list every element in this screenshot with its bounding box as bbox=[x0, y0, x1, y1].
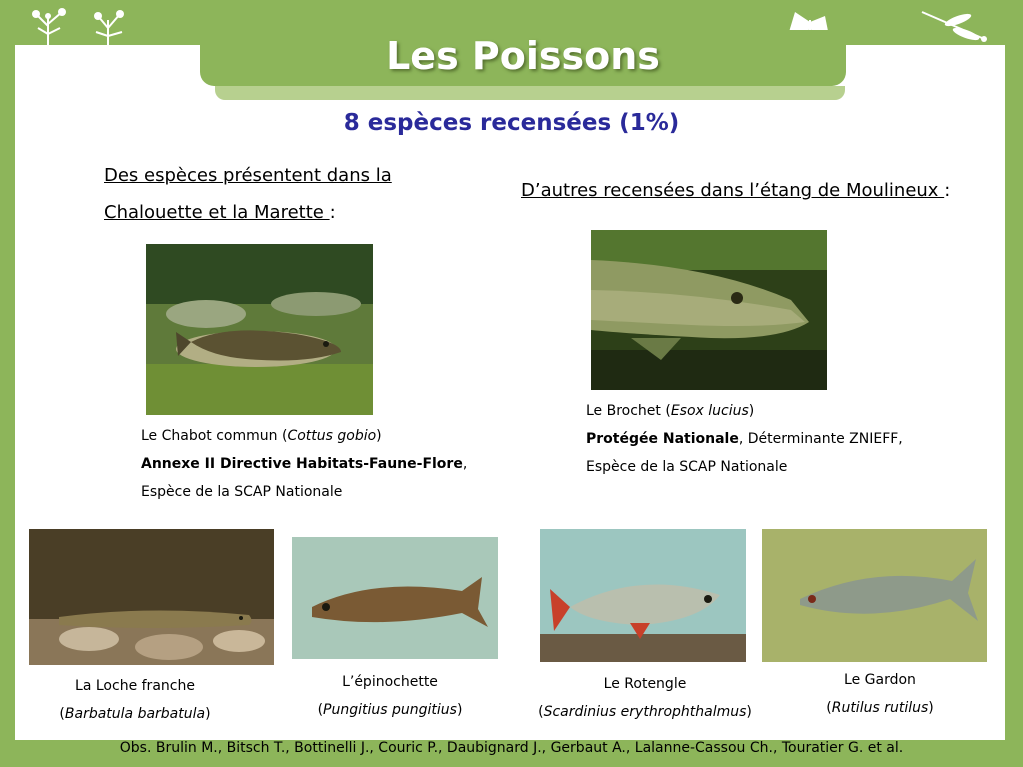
epinochette-photo bbox=[292, 537, 498, 659]
brochet-scap: Espèce de la SCAP Nationale bbox=[586, 459, 788, 475]
observers-footer: Obs. Brulin M., Bitsch T., Bottinelli J., Couric P., Daubignard J., Gerbaut A., Lalanne-Cassou Ch., Touratier G. et al. bbox=[119, 740, 904, 756]
chabot-status-suffix: , bbox=[462, 456, 468, 472]
brochet-name: Le Brochet ( bbox=[586, 403, 671, 419]
page-title: Les Poissons bbox=[386, 34, 660, 78]
paren: ) bbox=[746, 704, 752, 720]
chabot-caption bbox=[141, 422, 501, 506]
loche-latin: Barbatula barbatula bbox=[64, 706, 206, 722]
title-band-shadow bbox=[215, 86, 845, 100]
paren: ( bbox=[317, 702, 324, 718]
right-heading-colon: : bbox=[944, 180, 951, 201]
chabot-scap: Espèce de la SCAP Nationale bbox=[141, 484, 343, 500]
species-count-subtitle: 8 espèces recensées (1%) bbox=[343, 110, 680, 136]
rotengle-caption bbox=[520, 670, 770, 726]
brochet-caption bbox=[586, 397, 986, 481]
rotengle-name: Le Rotengle bbox=[603, 676, 687, 692]
gardon-name: Le Gardon bbox=[844, 672, 916, 688]
paren: ( bbox=[826, 700, 832, 716]
chabot-status: Annexe II Directive Habitats-Faune-Flore bbox=[141, 456, 463, 472]
epinochette-caption bbox=[285, 668, 495, 724]
plant-silhouette-icon bbox=[28, 6, 138, 50]
chabot-latin: Cottus gobio bbox=[287, 428, 377, 444]
loche-name: La Loche franche bbox=[75, 678, 195, 694]
brochet-photo bbox=[591, 230, 827, 390]
rotengle-photo bbox=[540, 529, 746, 662]
paren: ( bbox=[538, 704, 544, 720]
chabot-close: ) bbox=[376, 428, 382, 444]
brochet-status: Protégée Nationale bbox=[586, 431, 739, 447]
loche-photo bbox=[29, 529, 274, 665]
epinochette-name: L’épinochette bbox=[342, 674, 438, 690]
paren: ) bbox=[928, 700, 934, 716]
left-heading-line2: Chalouette et la Marette bbox=[104, 202, 330, 223]
brochet-close: ) bbox=[748, 403, 755, 419]
left-heading bbox=[104, 157, 484, 231]
left-heading-line1: Des espèces présentent dans la bbox=[104, 165, 392, 186]
right-heading-text: D’autres recensées dans l’étang de Moulineux bbox=[521, 180, 945, 201]
brochet-latin: Esox lucius bbox=[670, 403, 749, 419]
gardon-caption bbox=[775, 666, 985, 722]
chabot-name: Le Chabot commun ( bbox=[141, 428, 288, 444]
loche-caption bbox=[30, 672, 240, 728]
chabot-photo bbox=[146, 244, 373, 415]
paren: ( bbox=[59, 706, 65, 722]
right-heading bbox=[521, 172, 1001, 209]
gardon-photo bbox=[762, 529, 987, 662]
paren: ) bbox=[205, 706, 211, 722]
paren: ) bbox=[456, 702, 463, 718]
rotengle-latin: Scardinius erythrophthalmus bbox=[543, 704, 747, 720]
dragonfly-icon bbox=[918, 8, 998, 48]
brochet-status-suffix: , Déterminante ZNIEFF, bbox=[738, 431, 903, 447]
left-heading-colon: : bbox=[329, 202, 336, 223]
epinochette-latin: Pungitius pungitius bbox=[323, 702, 457, 718]
gardon-latin: Rutilus rutilus bbox=[831, 700, 929, 716]
